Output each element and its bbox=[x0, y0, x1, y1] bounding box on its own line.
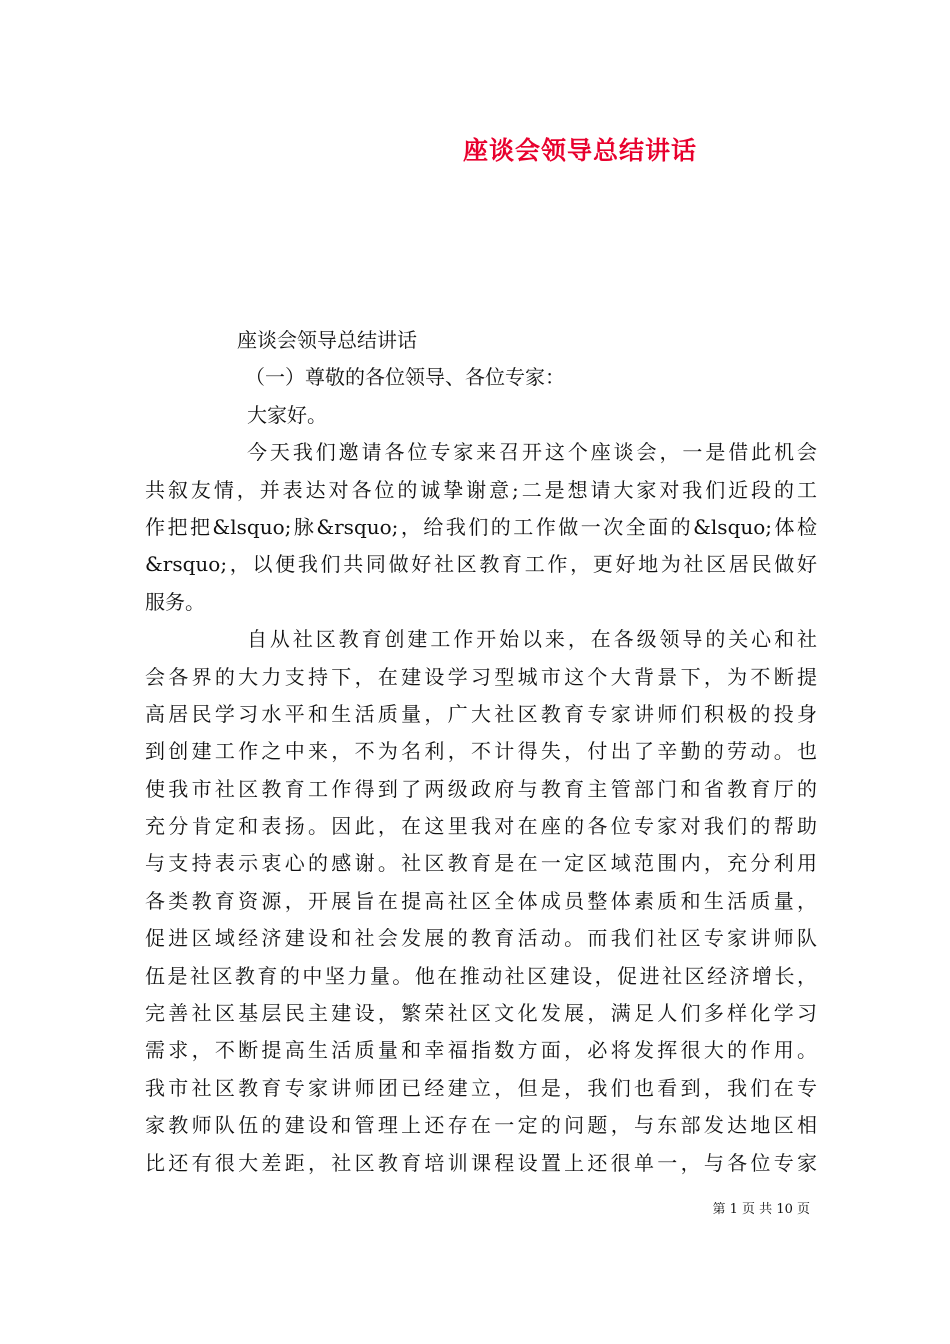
greeting: 大家好。 bbox=[247, 402, 327, 427]
paragraph-line: 完善社区基层民主建设，繁荣社区文化发展，满足人们多样化学习 bbox=[145, 1001, 817, 1026]
paragraph-line: 需求，不断提高生活质量和幸福指数方面，必将发挥很大的作用。 bbox=[145, 1038, 817, 1063]
paragraph-line: 高居民学习水平和生活质量，广大社区教育专家讲师们积极的投身 bbox=[145, 701, 817, 726]
paragraph-line: 到创建工作之中来，不为名利，不计得失，付出了辛勤的劳动。也 bbox=[145, 739, 817, 764]
paragraph-line: 与支持表示衷心的感谢。社区教育是在一定区域范围内，充分利用 bbox=[145, 851, 817, 876]
paragraph-line: 会各界的大力支持下，在建设学习型城市这个大背景下，为不断提 bbox=[145, 664, 817, 689]
paragraph-line: 作把把&lsquo;脉&rsquo;，给我们的工作做一次全面的&lsquo;体检 bbox=[145, 514, 817, 539]
paragraph-line: 家教师队伍的建设和管理上还存在一定的问题，与东部发达地区相 bbox=[145, 1113, 817, 1138]
paragraph-line: 各类教育资源，开展旨在提高社区全体成员整体素质和生活质量， bbox=[145, 888, 817, 913]
paragraph-line: 使我市社区教育工作得到了两级政府与教育主管部门和省教育厅的 bbox=[145, 776, 817, 801]
paragraph-line: 促进区域经济建设和社会发展的教育活动。而我们社区专家讲师队 bbox=[145, 926, 817, 951]
paragraph-line: &rsquo;，以便我们共同做好社区教育工作，更好地为社区居民做好 bbox=[145, 552, 817, 577]
document-body bbox=[145, 322, 817, 1182]
paragraph-line: 今天我们邀请各位专家来召开这个座谈会，一是借此机会 bbox=[247, 440, 817, 465]
paragraph-line: 比还有很大差距，社区教育培训课程设置上还很单一，与各位专家 bbox=[145, 1150, 817, 1175]
paragraph-line: 充分肯定和表扬。因此，在这里我对在座的各位专家对我们的帮助 bbox=[145, 814, 817, 839]
paragraph-line: 我市社区教育专家讲师团已经建立，但是，我们也看到，我们在专 bbox=[145, 1075, 817, 1100]
paragraph-line: 共叙友情，并表达对各位的诚挚谢意;二是想请大家对我们近段的工 bbox=[145, 477, 817, 502]
paragraph-line: 伍是社区教育的中坚力量。他在推动社区建设，促进社区经济增长， bbox=[145, 963, 817, 988]
paragraph-line: 自从社区教育创建工作开始以来，在各级领导的关心和社 bbox=[247, 627, 817, 652]
paragraph-1 bbox=[145, 434, 817, 621]
salutation: （一）尊敬的各位领导、各位专家： bbox=[245, 365, 565, 390]
section-heading: 座谈会领导总结讲话 bbox=[237, 328, 417, 352]
page-number: 第 1 页 共 10 页 bbox=[712, 1202, 810, 1217]
paragraph-2 bbox=[145, 621, 817, 1182]
paragraph-line: 服务。 bbox=[145, 589, 205, 614]
document-title: 座谈会领导总结讲话 bbox=[462, 136, 697, 165]
